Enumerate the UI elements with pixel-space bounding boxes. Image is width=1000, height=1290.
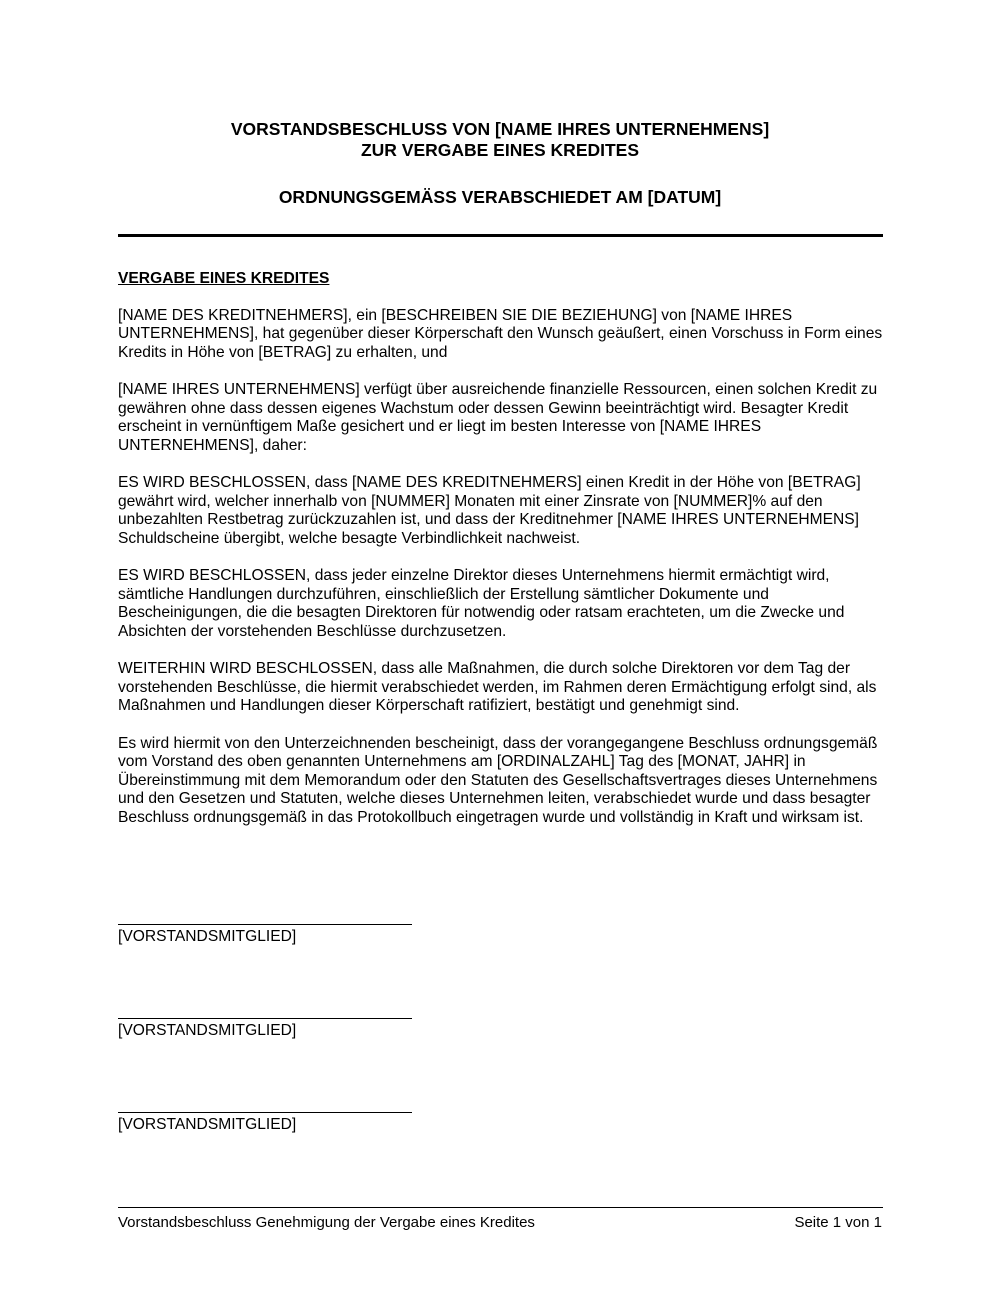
- footer-document-title: Vorstandsbeschluss Genehmigung der Vergabe eines Kredites: [118, 1214, 535, 1231]
- document-body: [118, 270, 888, 846]
- footer-page-number: Seite 1 von 1: [794, 1214, 882, 1231]
- paragraph-company-resources: [NAME IHRES UNTERNEHMENS] verfügt über ausreichende finanzielle Ressourcen, einen solchen Kredit zu gewähren ohne dass dessen eigenes Wachstum oder dessen Gewinn beeinträchtigt wird. Besagter Kredit erscheint in vernünftigem Maße gesichert und er liegt im besten Interesse von [NAME IHRES UNTERNEHMENS], daher:: [118, 381, 878, 454]
- paragraph-certification: Es wird hiermit von den Unterzeichnenden bescheinigt, dass der vorangegangene Beschluss ordnungsgemäß vom Vorstand des oben genannten Unternehmens am [ORDINALZAHL] Tag des [MONAT, JAHR] in Übereinstimmung mit dem Memorandum oder den Statuten des Gesellschaftsvertrages dieses Unternehmens und den Gesetzen und Statuten, welche dieses Unternehmen leiten, verabschiedet wurde und dass besagter Beschluss ordnungsgemäß in das Protokollbuch eingetragen wurde und vollständig in Kraft und wirksam ist.: [118, 734, 878, 826]
- title-line-1: VORSTANDSBESCHLUSS VON [NAME IHRES UNTERNEHMENS]: [230, 119, 770, 139]
- document-title: [118, 119, 882, 161]
- section-heading: VERGABE EINES KREDITES: [118, 270, 330, 287]
- signature-line: [118, 1018, 412, 1019]
- paragraph-borrower-request: [NAME DES KREDITNEHMERS], ein [BESCHREIBEN SIE DIE BEZIEHUNG] von [NAME IHRES UNTERNEHMENS], hat gegenüber dieser Körperschaft den Wunsch geäußert, einen Vorschuss in Form eines Kredits in Höhe von [BETRAG] zu erhalten, und: [118, 306, 883, 361]
- signature-label: [VORSTANDSMITGLIED]: [118, 1022, 297, 1039]
- signature-block-1: [118, 924, 412, 946]
- signature-label: [VORSTANDSMITGLIED]: [118, 1116, 297, 1133]
- signature-line: [118, 924, 412, 925]
- signature-block-3: [118, 1112, 412, 1134]
- footer-divider: [118, 1207, 883, 1208]
- signature-label: [VORSTANDSMITGLIED]: [118, 928, 297, 945]
- document-subtitle: ORDNUNGSGEMÄSS VERABSCHIEDET AM [DATUM]: [278, 187, 722, 207]
- paragraph-resolution-directors: ES WIRD BESCHLOSSEN, dass jeder einzelne Direktor dieses Unternehmens hiermit ermächtigt wird, sämtliche Handlungen durchzuführen, einschließlich der Erstellung sämtlicher Dokumente und Bescheinigungen, die die besagten Direktoren für notwendig oder ratsam erachteten, um die Zwecke und Absichten der vorstehenden Beschlüsse durchzusetzen.: [118, 567, 845, 640]
- paragraph-resolution-ratification: WEITERHIN WIRD BESCHLOSSEN, dass alle Maßnahmen, die durch solche Direktoren vor dem Tag der vorstehenden Beschlüsse, die hiermit verabschiedet werden, im Rahmen deren Ermächtigung erfolgt sind, als Maßnahmen und Handlungen dieser Körperschaft ratifiziert, bestätigt und genehmigt sind.: [118, 660, 877, 714]
- title-line-2: ZUR VERGABE EINES KREDITES: [360, 140, 640, 160]
- paragraph-resolution-loan: ES WIRD BESCHLOSSEN, dass [NAME DES KREDITNEHMERS] einen Kredit in der Höhe von [BETRAG] gewährt wird, welcher innerhalb von [NUMMER] Monaten mit einer Zinsrate von [NUMMER]% auf den unbezahlten Restbetrag zurückzuzahlen ist, und dass der Kreditnehmer [NAME IHRES UNTERNEHMENS] Schuldscheine übergibt, welche besagte Verbindlichkeit nachweist.: [118, 474, 861, 547]
- signature-block-2: [118, 1018, 412, 1040]
- signature-line: [118, 1112, 412, 1113]
- title-divider: [118, 234, 883, 237]
